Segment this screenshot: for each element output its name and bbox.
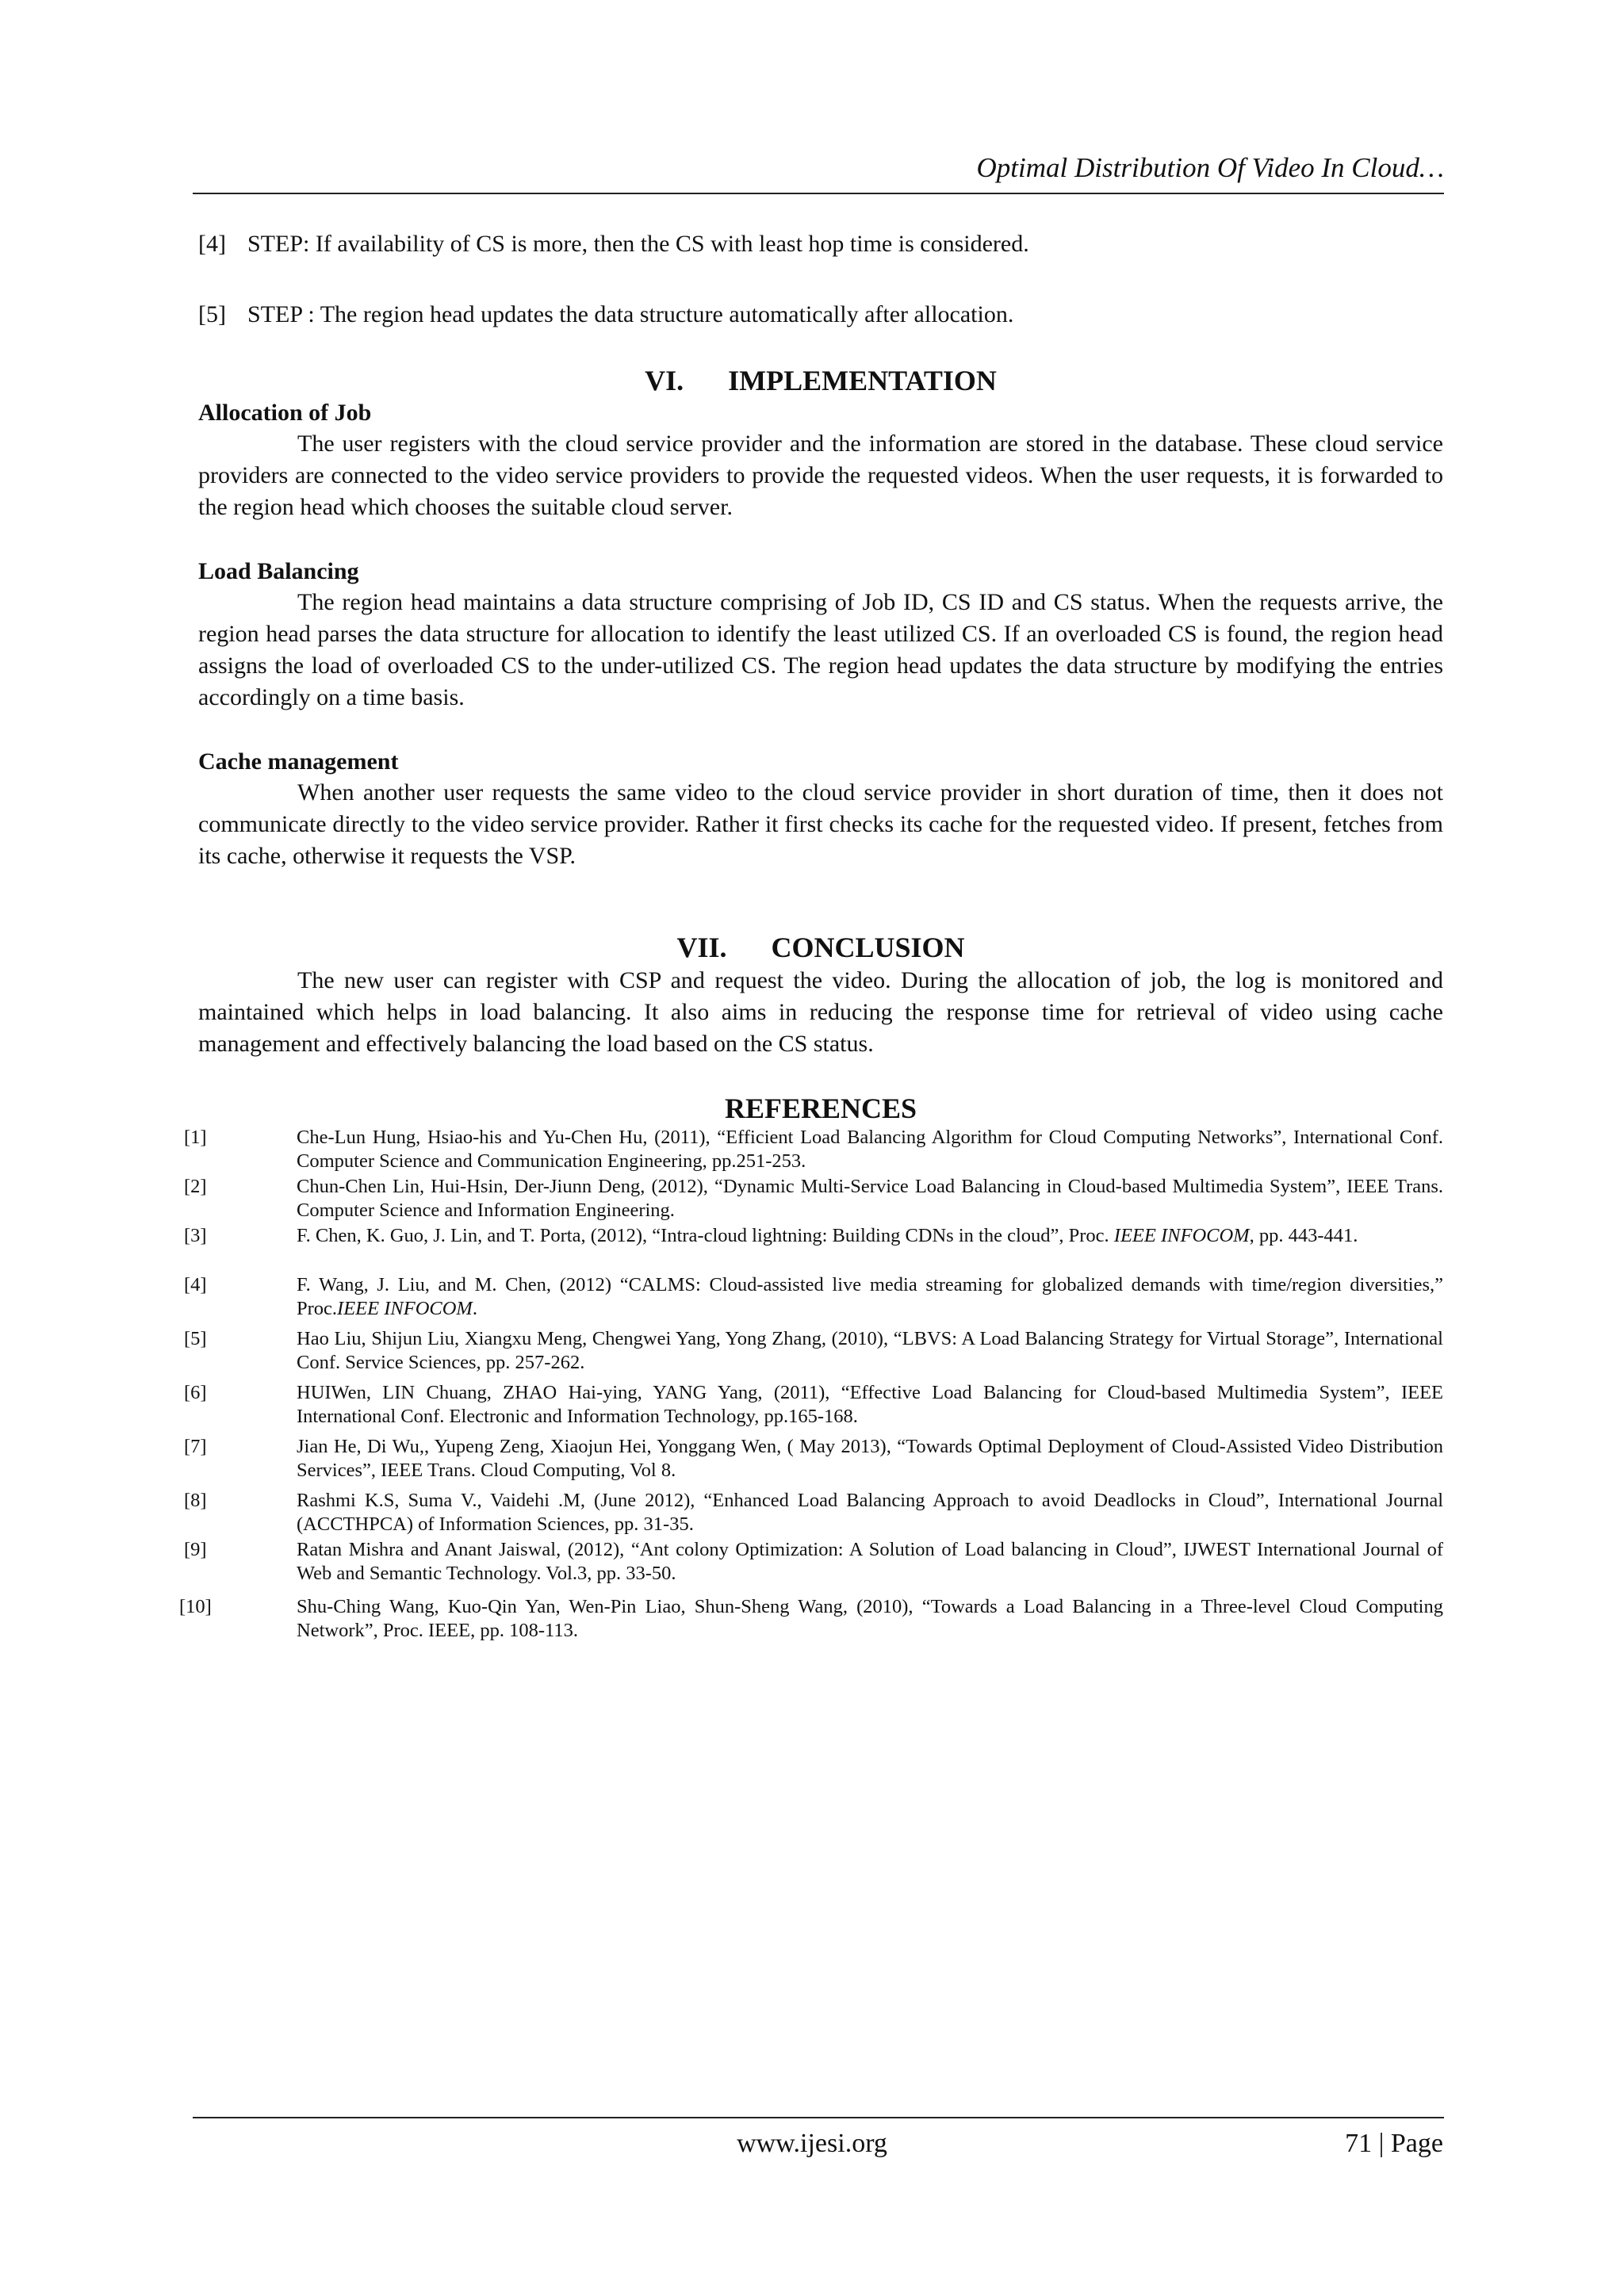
algorithm-step-4 [198,228,1443,260]
paragraph-allocation [198,428,1443,523]
reference-text: Chun-Chen Lin, Hui-Hsin, Der-Jiunn Deng, (2012), “Dynamic Multi-Service Load Balancing in Cloud-based Multimedia System”, IEEE Trans. Computer Science and Information Engineering. [297,1176,1443,1221]
paragraph-text: The region head maintains a data structure comprising of Job ID, CS ID and CS status. When the requests arrive, the region head parses the data structure for allocation to identify the least utilized CS. If an overloaded CS is found, the region head assigns the load of overloaded CS to the under-utilized CS. The region head updates the data structure by modifying the entries accordingly on a time basis. [198,589,1443,710]
reference-number: [7] [184,1436,207,1457]
reference-text: F. Wang, J. Liu, and M. Chen, (2012) “CALMS: Cloud-assisted live media streaming for globalized demands with time/region diversities,” Proc.IEEE INFOCOM. [297,1274,1443,1319]
algorithm-step-5 [198,299,1443,331]
paragraph-text: When another user requests the same video to the cloud service provider in short duration of time, then it does not communicate directly to the video service provider. Rather it first checks its cache for the requested video. If present, fetches from its cache, otherwise it requests the VSP. [198,779,1443,869]
subheading-allocation-of-job: Allocation of Job [198,400,372,426]
section-title: CONCLUSION [771,932,965,963]
reference-number: [1] [184,1127,207,1148]
paragraph-text: The user registers with the cloud service provider and the information are stored in the database. These cloud service providers are connected to the video service providers to provide the requested videos. When the user requests, it is forwarded to the region head which chooses the suitable cloud server. [198,430,1443,520]
paragraph-cache [198,777,1443,872]
reference-number: [2] [184,1176,207,1197]
step-text: STEP : The region head updates the data structure automatically after allocation. [247,301,1014,327]
section-number: VII. [676,932,727,963]
section-title: IMPLEMENTATION [728,365,997,396]
footer-rule [193,2117,1444,2118]
paragraph-text: The new user can register with CSP and request the video. During the allocation of job, the log is monitored and maintained which helps in load balancing. It also aims in reducing the response time for retrieval of video using cache management and effectively balancing the load based on the CS status. [198,967,1443,1057]
section-heading-implementation [198,363,1443,398]
reference-number: [10] [179,1596,212,1617]
reference-text: Hao Liu, Shijun Liu, Xiangxu Meng, Chengwei Yang, Yong Zhang, (2010), “LBVS: A Load Balancing Strategy for Virtual Storage”, International Conf. Service Sciences, pp. 257-262. [297,1328,1443,1373]
reference-number: [8] [184,1490,207,1511]
section-heading-conclusion [198,930,1443,965]
reference-number: [3] [184,1225,207,1246]
paragraph-load-balancing [198,587,1443,714]
reference-text: Rashmi K.S, Suma V., Vaidehi .M, (June 2012), “Enhanced Load Balancing Approach to avoid Deadlocks in Cloud”, International Journal (ACCTHPCA) of Information Sciences, pp. 31-35. [297,1490,1443,1535]
reference-text: F. Chen, K. Guo, J. Lin, and T. Porta, (2012), “Intra-cloud lightning: Building CDNs in the cloud”, Proc. IEEE INFOCOM, pp. 443-441. [297,1225,1358,1246]
section-number: VI. [645,365,684,396]
reference-text: HUIWen, LIN Chuang, ZHAO Hai-ying, YANG Yang, (2011), “Effective Load Balancing for Cloud-based Multimedia System”, IEEE International Conf. Electronic and Information Technology, pp.165-168. [297,1382,1443,1427]
footer-page-number: 71 | Page [1345,2129,1443,2158]
step-text: STEP: If availability of CS is more, then the CS with least hop time is considered. [247,231,1029,257]
reference-text: Jian He, Di Wu,, Yupeng Zeng, Xiaojun Hei, Yonggang Wen, ( May 2013), “Towards Optimal Deployment of Cloud-Assisted Video Distribution Services”, IEEE Trans. Cloud Computing, Vol 8. [297,1436,1443,1481]
reference-text: Ratan Mishra and Anant Jaiswal, (2012), “Ant colony Optimization: A Solution of Load balancing in Cloud”, IJWEST International Journal of Web and Semantic Technology. Vol.3, pp. 33-50. [297,1539,1443,1584]
step-number: [5] [198,301,226,327]
reference-number: [9] [184,1539,207,1560]
reference-number: [4] [184,1274,207,1295]
paragraph-conclusion [198,965,1443,1060]
subheading-load-balancing: Load Balancing [198,558,359,584]
running-head: Optimal Distribution Of Video In Cloud… [976,152,1444,183]
reference-text: Shu-Ching Wang, Kuo-Qin Yan, Wen-Pin Liao, Shun-Sheng Wang, (2010), “Towards a Load Balancing in a Three-level Cloud Computing Network”, Proc. IEEE, pp. 108-113. [297,1596,1443,1641]
reference-text: Che-Lun Hung, Hsiao-his and Yu-Chen Hu, (2011), “Efficient Load Balancing Algorithm for Cloud Computing Networks”, International Conf. Computer Science and Communication Engineering, pp.251-253. [297,1127,1443,1172]
step-number: [4] [198,231,226,257]
section-heading-references: REFERENCES [724,1093,917,1124]
header-rule [193,193,1444,194]
subheading-cache-management: Cache management [198,748,399,775]
footer-website: www.ijesi.org [737,2129,887,2158]
reference-number: [5] [184,1328,207,1349]
reference-number: [6] [184,1382,207,1403]
